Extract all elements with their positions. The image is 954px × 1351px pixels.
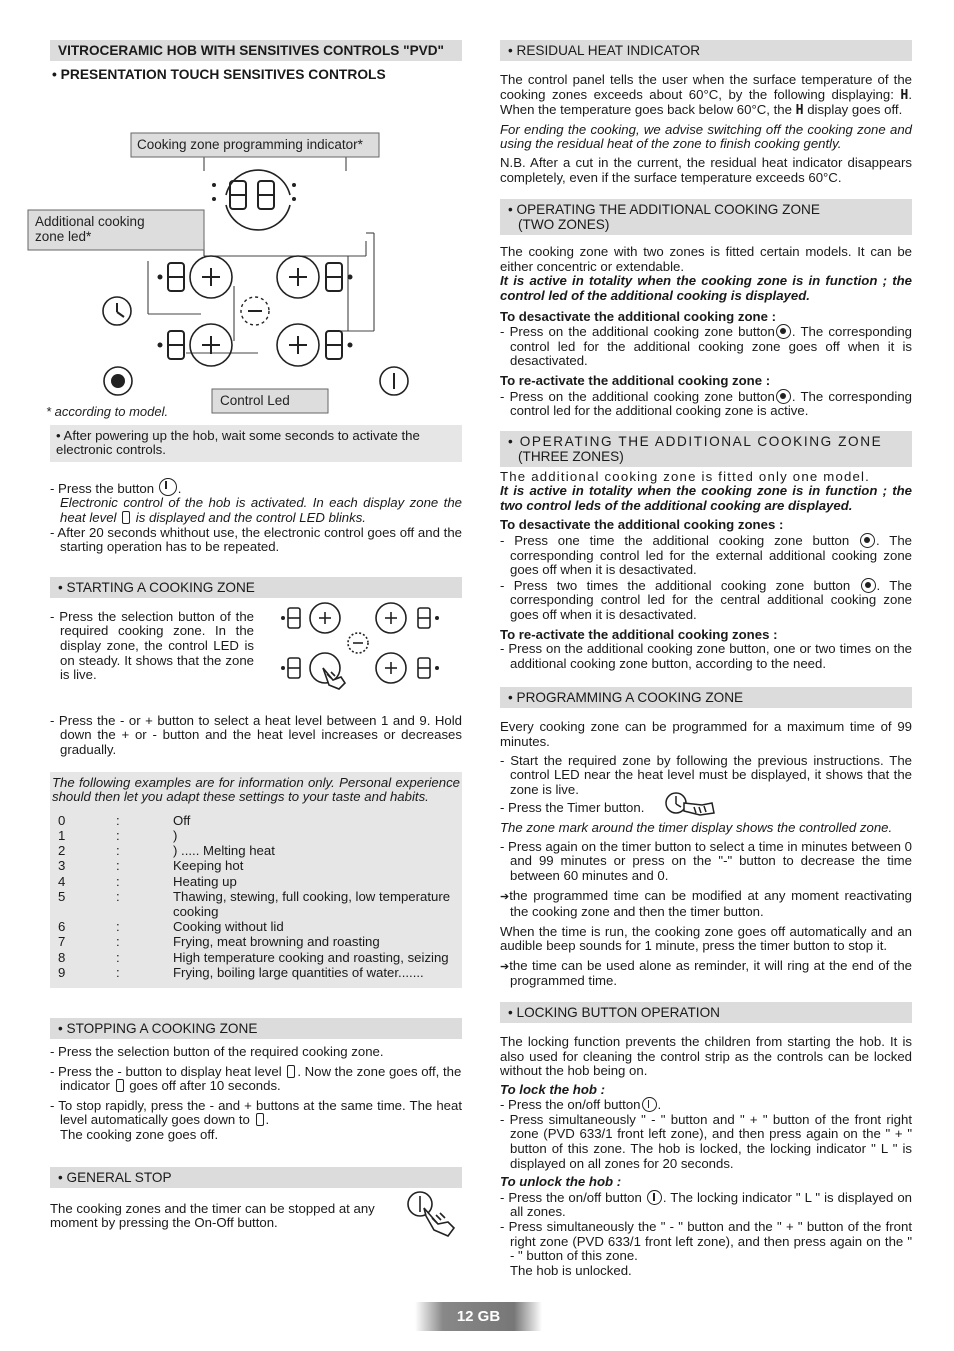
- examples-box: [50, 772, 462, 988]
- arrow-icon: ➔: [500, 891, 510, 904]
- label-additional-2: zone led*: [35, 228, 92, 244]
- residual-heat-glyph: H: [795, 103, 804, 119]
- on-off-icon: [647, 1190, 662, 1205]
- level-separator: :: [116, 888, 120, 904]
- three-zones-d1: - Press one time the additional cooking zone button: [500, 533, 850, 549]
- starting-heading: • STARTING A COOKING ZONE: [50, 577, 462, 598]
- level-description: Off: [173, 812, 191, 828]
- timer-hand-icon: [664, 789, 716, 819]
- presentation-heading: • PRESENTATION TOUCH SENSITIVES CONTROLS: [52, 67, 386, 82]
- level-row: [58, 889, 460, 919]
- level-row: [58, 843, 460, 858]
- starting-text: - Press the selection button of the required cooking zone. In the display zone, the control LED is on steady. It shows that the zone is live.: [50, 608, 254, 683]
- after-20: - After 20 seconds whithout use, the electronic control goes off and the starting operation has to be repeated.: [50, 524, 462, 555]
- unlock-l1: - Press the on/off button: [500, 1189, 642, 1205]
- programming-arrow2: the time can be used alone as reminder, it will ring at the end of the programmed time.: [509, 957, 912, 989]
- two-zones-react-title: To re-activate the additional cooking zone :: [500, 372, 771, 388]
- programming-p3: When the time is run, the cooking zone goes off automatically and an audible beep sounds for 1 minute, press the timer button to stop it.: [500, 923, 912, 954]
- level-number: 4: [58, 873, 66, 889]
- residual-heat-glyph: H: [900, 87, 909, 103]
- additional-zone-icon: [861, 578, 876, 593]
- press-button-note: Electronic control of the hob is activated. In each display zone the heat level: [60, 495, 462, 525]
- programming-l3: - Press again on the timer button to select a time in minutes between 0 and 99 minutes or press on the "-" button to decrease the time between 60 minutes and 0.: [500, 838, 912, 883]
- label-programming: Cooking zone programming indicator*: [137, 136, 363, 152]
- left-column: [35, 40, 462, 1231]
- main-title: VITROCERAMIC HOB WITH SENSITIVES CONTROLS "PVD": [50, 40, 462, 61]
- level-row: [58, 950, 460, 965]
- lock-l2: - Press simultaneously " - " button and " + " button of the front right zone (PVD 633/1 front left zone), and then press again on the " + " button of this zone. The hob is locked, the locking indicator " L " is displayed on all zones for 20 seconds.: [500, 1111, 912, 1171]
- stopping-l3b: .: [265, 1112, 270, 1128]
- stopping-heading: • STOPPING A COOKING ZONE: [50, 1018, 462, 1039]
- level-description: Cooking without lid: [173, 919, 284, 935]
- level-number: 7: [58, 934, 66, 950]
- label-additional-1: Additional cooking: [35, 213, 145, 229]
- general-stop-text: The cooking zones and the timer can be stopped at any moment by pressing the On-Off button.: [50, 1200, 375, 1231]
- footnote: * according to model.: [46, 403, 169, 419]
- arrow-icon: ➔: [500, 960, 510, 973]
- level-separator: :: [116, 949, 120, 965]
- stopping-l3a: - To stop rapidly, press the - and + buttons at the same time. The heat level automatically goes down to: [50, 1097, 462, 1128]
- lock-l1: - Press the on/off button: [500, 1097, 641, 1113]
- level-number: 8: [58, 949, 66, 965]
- zero-display-icon: [256, 1113, 264, 1126]
- programming-heading: • PROGRAMMING A COOKING ZONE: [500, 687, 912, 708]
- programming-p2: The zone mark around the timer display shows the controlled zone.: [500, 819, 893, 835]
- programming-l1: - Start the required zone by following the previous instructions. The control LED near the heat level must be displayed, it shows that the zone is live.: [500, 752, 912, 797]
- general-stop-heading: • GENERAL STOP: [50, 1167, 462, 1188]
- stopping-l2b: . Now the zone goes off, the indicator: [60, 1063, 462, 1094]
- level-description: ) ..... Melting heat: [173, 843, 275, 859]
- residual-p1: The control panel tells the user when the surface temperature of the cooking zones exceeds about 60°C, by the following displaying: H. When the temperature goes back below 60°C, the H display goes off.: [500, 72, 912, 119]
- three-zones-react-title: To re-activate the additional cooking zones :: [500, 626, 778, 642]
- programming-arrow1: the programmed time can be modified at any moment reactivating the cooking zone and then the timer button.: [509, 888, 912, 919]
- level-description: Thawing, stewing, full cooking, low temperature cooking: [173, 888, 451, 919]
- two-zones-deact-title: To desactivate the additional cooking zone :: [500, 308, 776, 324]
- programming-p1: Every cooking zone can be programmed for a maximum time of 99 minutes.: [500, 719, 912, 749]
- starting-block: [50, 610, 462, 714]
- locking-p1: The locking function prevents the children from starting the hob. It is also used for cleaning the control strip as the controls can be locked without the hob being on.: [500, 1033, 912, 1079]
- programming-l2: - Press the Timer button.: [500, 800, 645, 816]
- diagram-svg: [26, 81, 446, 419]
- level-number: 3: [58, 858, 66, 874]
- level-separator: :: [116, 827, 120, 843]
- label-control: Control Led: [220, 392, 290, 408]
- unlock-l3: The hob is unlocked.: [510, 1262, 632, 1278]
- level-description: ): [173, 827, 178, 843]
- level-description: Keeping hot: [173, 858, 244, 874]
- examples-intro: The following examples are for information only. Personal experience should then let you adapt these settings to your taste and habits.: [52, 774, 460, 805]
- level-separator: :: [116, 934, 120, 950]
- level-number: 5: [58, 888, 66, 904]
- lock-title: To lock the hob :: [500, 1081, 606, 1097]
- level-separator: :: [116, 843, 120, 859]
- three-zones-p1: The additional cooking zone is fitted only one model.: [500, 468, 871, 484]
- level-row: [58, 813, 460, 828]
- on-off-icon: [642, 1097, 657, 1112]
- stopping-l2a: - Press the - button to display heat level: [50, 1063, 282, 1079]
- level-row: [58, 858, 460, 873]
- press-button-note-b: is displayed and the control LED blinks.: [135, 509, 366, 525]
- residual-p3: N.B. After a cut in the current, the residual heat indicator disappears completely, even if the surface temperature exceeds 60°C.: [500, 154, 912, 185]
- stopping-l2c: goes off after 10 seconds.: [129, 1078, 281, 1094]
- three-zones-heading: • OPERATING THE ADDITIONAL COOKING ZONE (THREE ZONES): [500, 431, 912, 467]
- residual-p2: For ending the cooking, we advise switching off the cooking zone and using the residual heat of the zone to finish cooking gently.: [500, 121, 912, 152]
- stopping-l1: - Press the selection button of the required cooking zone.: [50, 1043, 384, 1059]
- three-zones-deact-title: To desactivate the additional cooking zones :: [500, 517, 784, 533]
- level-separator: :: [116, 812, 120, 828]
- intro-box: • After powering up the hob, wait some seconds to activate the electronic controls.: [50, 425, 462, 462]
- three-zones-d2: - Press two times the additional cooking zone button: [500, 577, 851, 593]
- level-description: Frying, meat browning and roasting: [173, 934, 380, 950]
- level-row: [58, 828, 460, 843]
- page-number: 12 GB: [415, 1302, 542, 1331]
- level-description: High temperature cooking and roasting, seizing: [173, 949, 449, 965]
- zero-display-icon: [116, 1079, 124, 1092]
- stopping-block: [50, 1045, 462, 1143]
- level-row: [58, 965, 460, 980]
- zero-display-icon: [287, 1065, 295, 1078]
- two-zones-deact: - Press on the additional cooking zone button: [500, 324, 775, 340]
- level-row: [58, 934, 460, 949]
- residual-heading: • RESIDUAL HEAT INDICATOR: [500, 40, 912, 61]
- on-off-icon: [159, 478, 177, 496]
- additional-zone-icon: [860, 533, 875, 548]
- level-separator: :: [116, 873, 120, 889]
- two-zones-react: - Press on the additional cooking zone button: [500, 388, 775, 404]
- unlock-title: To unlock the hob :: [500, 1174, 622, 1190]
- level-number: 9: [58, 964, 66, 980]
- press-button-block: - Press the button . Electronic control of the hob is activated. In each display zone the heat level is displayed and the control LED blinks. - After 20 seconds whithout use, the electronic control goes off and the starting operation has to be repeated.: [50, 478, 462, 555]
- on-off-hand-icon: [406, 1190, 460, 1238]
- two-zones-heading: • OPERATING THE ADDITIONAL COOKING ZONE (TWO ZONES): [500, 199, 912, 235]
- level-number: 6: [58, 919, 66, 935]
- three-zones-react: - Press on the additional cooking zone button, one or two times on the additional cooking zone button, according to the need.: [500, 641, 912, 671]
- level-number: 2: [58, 843, 66, 859]
- starting-diagram: [278, 598, 448, 698]
- starting-text2: - Press the - or + button to select a heat level between 1 and 9. Hold down the + or - button and the heat level increases or decreases gradually.: [50, 712, 462, 757]
- level-number: 1: [58, 827, 66, 843]
- level-number: 0: [58, 812, 66, 828]
- level-separator: :: [116, 919, 120, 935]
- additional-zone-icon: [776, 389, 791, 404]
- level-row: [58, 874, 460, 889]
- level-row: [58, 919, 460, 934]
- two-zones-p2: It is active in totality when the cooking zone is in function ; the control led of the additional cooking is displayed.: [500, 273, 912, 303]
- zero-display-icon: [122, 511, 130, 524]
- stopping-l3c: The cooking zone goes off.: [60, 1126, 219, 1142]
- right-column: • RESIDUAL HEAT INDICATOR The control panel tells the user when the surface temperature of the cooking zones exceeds about 60°C, by the following displaying: H. When the temperature goes back below 60°C, the H display goes off. For ending the cooking, we advise switching off the cooking zone and using the residual heat of the zone to finish cooking gently. N.B. After a cut in the current, the residual heat indicator disappears completely, even if the surface temperature exceeds 60°C. • OPERATING THE ADDITIONAL COOKING ZONE (TWO ZONES) The cooking zone with two zones is fitted certain models. It can be either concentric or extendable. It is active in totality when the cooking zone is in function ; the control led of the additional cooking is displayed. To desactivate the additional cooking zone : - Press on the additional cooking zone button . The corresponding control led for the additional cooking zone goes off when it is desactivated. To re-activate the additional cooking zone : - Press on the additional cooking zone button . The corresponding control led for the additional cooking zone is active. • OPERATING THE ADDITIONAL COOKING ZONE (THREE ZONES) The additional cooking zone is fitted only one model. It is active in totality when the cooking zone is in function ; the two control leds of the additional cooking are displayed. To desactivate the additional cooking zones : - Press one time the additional cooking zone button . The corresponding control led for the external additional cooking zone goes off when it is desactivated. - Press two times the additional cooking zone button . The corresponding control led for the central additional cooking zone goes off when it is desactivated. To re-activate the additional cooking zones : - Press on the additional cooking zone button, one or two times on the additional cooking zone button, according to the need. • PROGRAMMING A COOKING ZONE Every cooking zone can be programmed for a maximum time of 99 minutes. - Start the required zone by following the previous instructions. The control LED near the heat level must be displayed, it shows that the zone is live. - Press the Timer button. The zone mark around the timer display shows the controlled zone. - Press again on the timer button to select a time in minutes between 0 and 99 minutes or press on the "-" button to decrease the time between 60 minutes and 0. ➔the programmed time can be modified at any moment reactivating the cooking zone and then the timer button. When the time is run, the cooking zone goes off automatically and an audible beep sounds for 1 minute, press the timer button to stop it. ➔the time can be used alone as reminder, it will ring at the end of the programmed time. • LOCKING BUTTON OPERATION The locking function prevents the children from starting the hob. It is also used for cleaning the control strip as the controls can be locked without the hob being on. To lock the hob : - Press the on/off button . - Press simultaneously " - " button and " + " button of the front right zone (PVD 633/1 front left zone), and then press again on the " + " button of this zone. The hob is locked, the locking indicator " L " is displayed on all zones for 20 seconds. To unlock the hob : - Press the on/off button . The locking indicator " L " is displayed on all zones. - Press simultaneously the " - " button and the " + " button of the front right zone (PVD 633/1 front left zone), and then press again on the " - " button of this zone. The hob is unlocked.: [500, 40, 912, 1278]
- level-separator: :: [116, 964, 120, 980]
- two-zones-p1: The cooking zone with two zones is fitted certain models. It can be either concentric or extendable.: [500, 244, 912, 274]
- press-button-text: - Press the button: [50, 480, 155, 496]
- unlock-l2: - Press simultaneously the " - " button and the " + " button of the front right zone (PVD 633/1 front left zone), and then press again on the " - " button of this zone.: [500, 1219, 912, 1264]
- level-description: Heating up: [173, 873, 237, 889]
- levels-table: [58, 813, 460, 980]
- locking-heading: • LOCKING BUTTON OPERATION: [500, 1002, 912, 1023]
- control-panel-diagram: [35, 83, 462, 419]
- additional-zone-icon: [776, 324, 791, 339]
- level-separator: :: [116, 858, 120, 874]
- level-description: Frying, boiling large quantities of water.......: [173, 964, 424, 980]
- three-zones-p2: It is active in totality when the cooking zone is in function ; the two control leds of the additional cooking are displayed.: [500, 483, 912, 513]
